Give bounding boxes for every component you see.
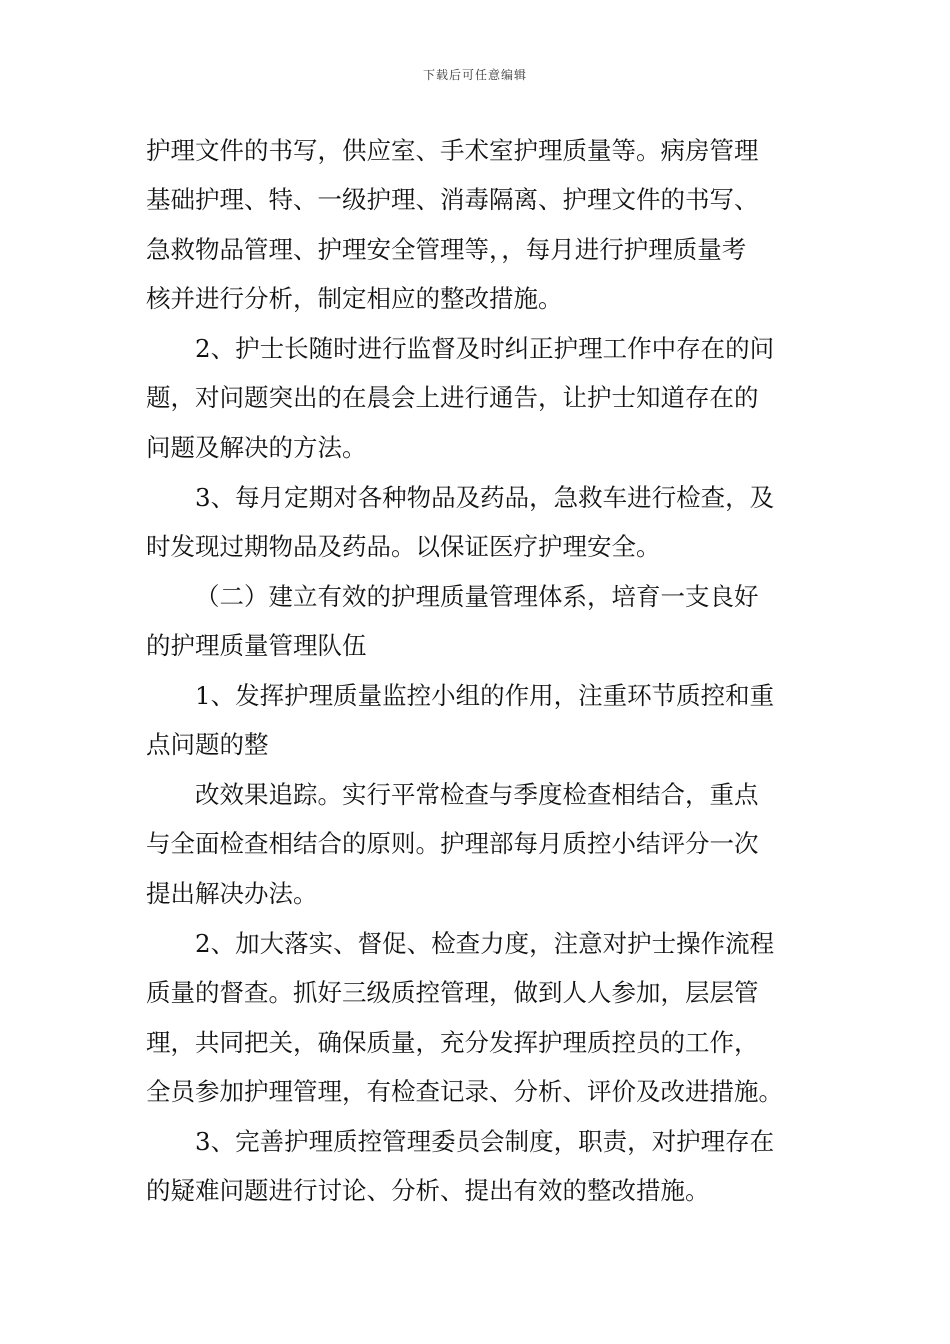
- text-line: 基础护理、特、一级护理、消毒隔离、护理文件的书写、: [146, 185, 759, 214]
- section-heading-line: 的护理质量管理队伍: [146, 631, 367, 660]
- text-line: 质量的督查。抓好三级质控管理，做到人人参加，层层管: [146, 978, 759, 1007]
- text-line: 急救物品管理、护理安全管理等，，每月进行护理质量考: [146, 235, 747, 264]
- paragraph-first-line: 2、护士长随时进行监督及时纠正护理工作中存在的问: [195, 334, 775, 363]
- text-line: 全员参加护理管理，有检查记录、分析、评价及改进措施。: [146, 1077, 783, 1106]
- section-heading-line: （二）建立有效的护理质量管理体系，培育一支良好: [195, 582, 759, 611]
- paragraph-first-line: 1、发挥护理质量监控小组的作用，注重环节质控和重: [195, 681, 775, 710]
- text-line: 核并进行分析，制定相应的整改措施。: [146, 284, 563, 313]
- paragraph-first-line: 2、加大落实、督促、检查力度，注意对护士操作流程: [195, 929, 775, 958]
- paragraph-first-line: 改效果追踪。实行平常检查与季度检查相结合，重点: [195, 780, 759, 809]
- text-line: 提出解决办法。: [146, 879, 318, 908]
- text-line: 点问题的整: [146, 730, 269, 759]
- text-line: 护理文件的书写，供应室、手术室护理质量等。病房管理: [146, 136, 759, 165]
- text-line: 题，对问题突出的在晨会上进行通告，让护士知道存在的: [146, 383, 759, 412]
- text-line: 理，共同把关，确保质量，充分发挥护理质控员的工作，: [146, 1028, 759, 1057]
- page-header: 下载后可任意编辑: [422, 68, 527, 82]
- paragraph-first-line: 3、完善护理质控管理委员会制度，职责，对护理存在: [195, 1127, 775, 1156]
- text-line: 的疑难问题进行讨论、分析、提出有效的整改措施。: [146, 1176, 710, 1205]
- text-line: 与全面检查相结合的原则。护理部每月质控小结评分一次: [146, 829, 759, 858]
- paragraph-first-line: 3、每月定期对各种物品及药品，急救车进行检查，及: [195, 483, 775, 512]
- text-line: 问题及解决的方法。: [146, 433, 367, 462]
- text-line: 时发现过期物品及药品。以保证医疗护理安全。: [146, 532, 661, 561]
